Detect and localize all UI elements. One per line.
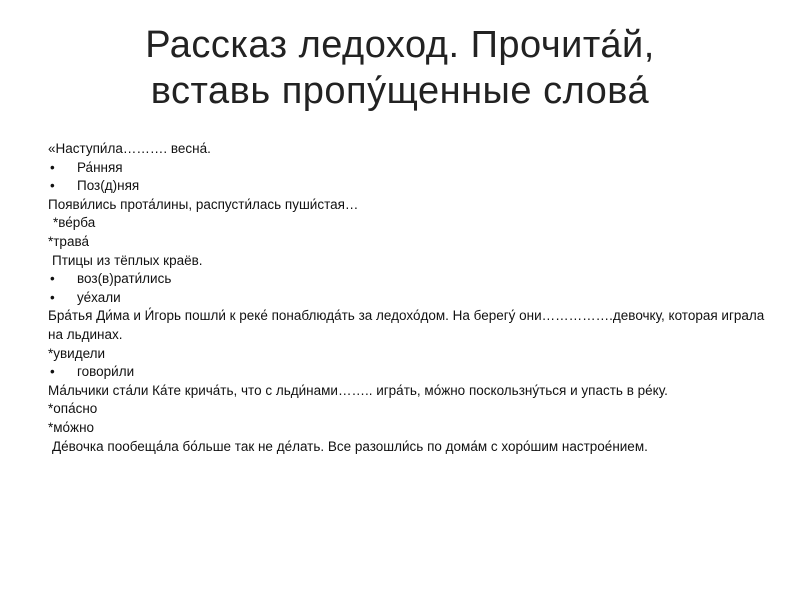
text-body bbox=[48, 140, 768, 456]
paragraph-thawed-patches: Появи́лись прота́лины, распусти́лась пуши́стая… bbox=[48, 196, 359, 212]
option-vozvratilis: • воз(в)рати́лись bbox=[48, 270, 768, 289]
paragraph-birds: Птицы из тёплых краёв. bbox=[52, 252, 203, 268]
option-govorili: • говори́ли bbox=[48, 363, 768, 382]
paragraph-girl: Де́вочка пообеща́ла бо́льше так не де́лать. Все разошли́сь по дома́м с хоро́шим настрое́нием. bbox=[52, 438, 648, 454]
option-opasno: *опа́сно bbox=[48, 401, 98, 417]
title-line-1: Рассказ ледоход. Прочита́й, bbox=[145, 24, 655, 66]
option-rannyaya: • Ра́нняя bbox=[48, 159, 768, 178]
paragraph-spring: «Наступи́ла………. весна́. bbox=[48, 141, 211, 156]
option-uvideli: *увидели bbox=[48, 345, 106, 361]
option-uehali: • уе́хали bbox=[48, 289, 768, 308]
option-mozhno: *мо́жно bbox=[48, 419, 95, 435]
paragraph-boys: Ма́льчики ста́ли Ка́те крича́ть, что с льди́нами…….. игра́ть, мо́жно поскользну́ться и упасть в ре́ку. bbox=[48, 382, 668, 398]
option-pozdnyaya: • Поз(д)няя bbox=[48, 177, 768, 196]
paragraph-brothers: Бра́тья Ди́ма и И́горь пошли́ к реке́ понаблюда́ть за ледохо́дом. На берегу́ они…………….девочку, которая играла на льдинах. bbox=[48, 308, 765, 342]
option-verba: *ве́рба bbox=[53, 215, 96, 231]
option-trava: *трава́ bbox=[48, 233, 89, 249]
title-line-2: вставь пропу́щенные слова́ bbox=[150, 70, 650, 112]
slide-title bbox=[0, 22, 800, 114]
